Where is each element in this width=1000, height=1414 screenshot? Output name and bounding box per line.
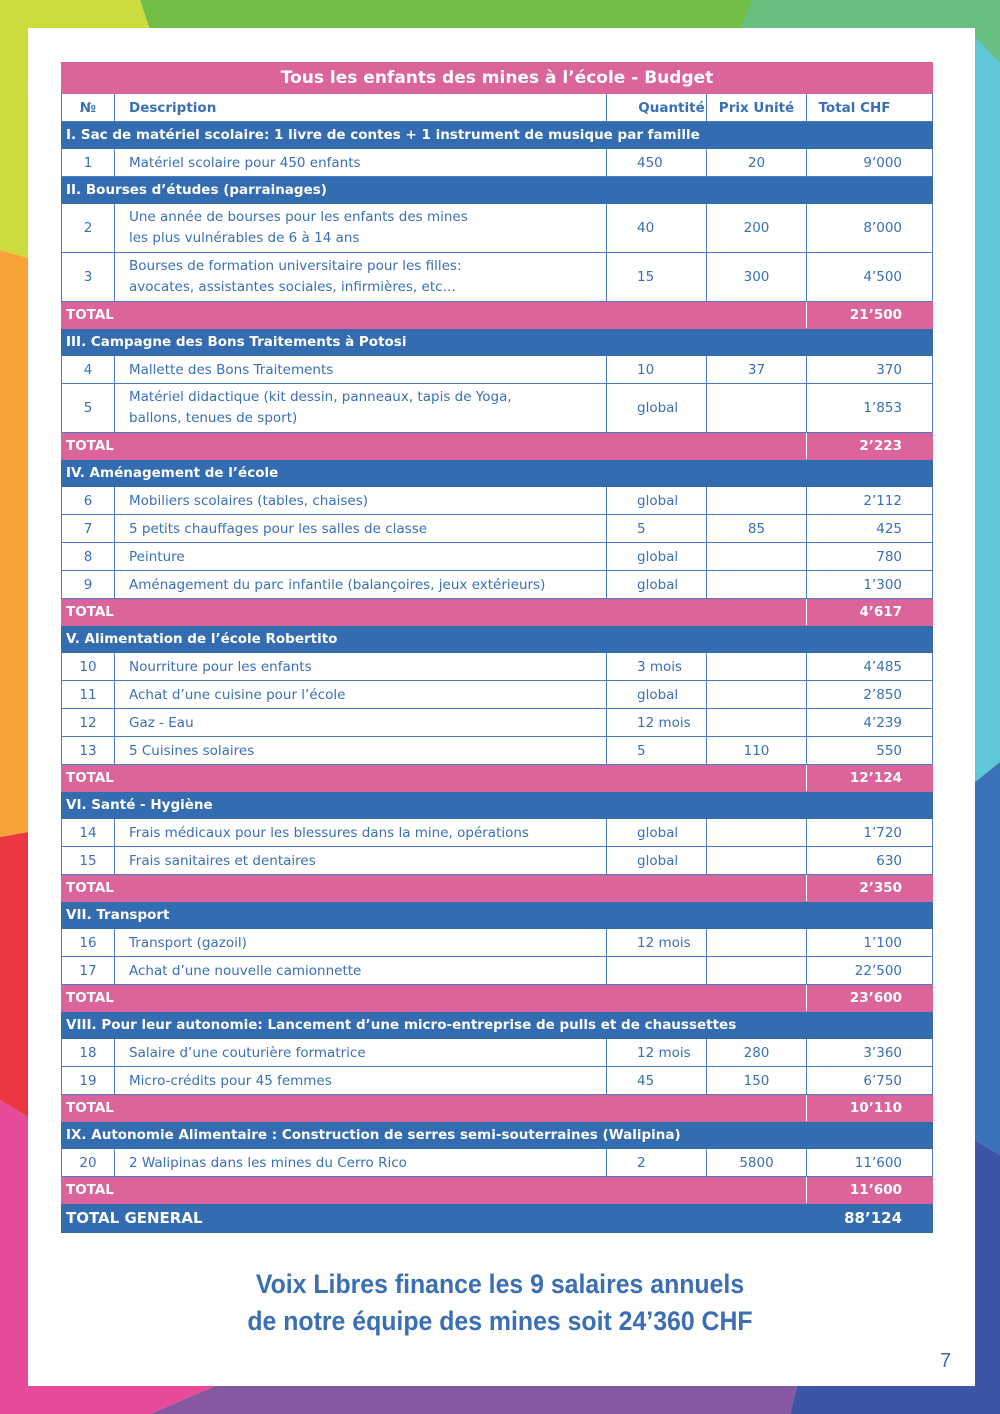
item-description-line: Peinture (129, 548, 185, 565)
item-unit-price (707, 847, 807, 875)
border-orange (0, 250, 28, 837)
column-header-row (62, 94, 933, 122)
section-total-label: TOTAL (62, 1095, 807, 1122)
table-row (62, 356, 933, 384)
section-heading: III. Campagne des Bons Traitements à Potosi (62, 329, 933, 356)
grand-total-label: TOTAL GENERAL (62, 1204, 807, 1233)
item-quantity: global (607, 571, 707, 599)
item-description (115, 1039, 607, 1067)
item-description (115, 149, 607, 177)
section-header-row (62, 1122, 933, 1149)
item-description (115, 487, 607, 515)
section-total-value: 12’124 (807, 765, 933, 792)
item-number: 20 (62, 1149, 115, 1177)
item-description (115, 709, 607, 737)
table-row (62, 681, 933, 709)
footer-note (0, 1266, 1000, 1340)
table-row (62, 653, 933, 681)
item-quantity: 40 (607, 204, 707, 253)
item-number: 11 (62, 681, 115, 709)
section-total-value: 21’500 (807, 302, 933, 329)
item-number: 18 (62, 1039, 115, 1067)
item-unit-price (707, 653, 807, 681)
section-total-row (62, 985, 933, 1012)
item-number: 19 (62, 1067, 115, 1095)
table-row (62, 819, 933, 847)
item-description (115, 543, 607, 571)
item-unit-price (707, 957, 807, 985)
table-row (62, 929, 933, 957)
item-total: 1’720 (807, 819, 933, 847)
section-total-row (62, 765, 933, 792)
section-header-row (62, 626, 933, 653)
section-total-label: TOTAL (62, 302, 807, 329)
section-total-value: 11’600 (807, 1177, 933, 1204)
section-heading: II. Bourses d’études (parrainages) (62, 177, 933, 204)
section-header-row (62, 902, 933, 929)
table-row (62, 1039, 933, 1067)
table-row (62, 847, 933, 875)
item-quantity: global (607, 681, 707, 709)
grand-total-row (62, 1204, 933, 1233)
section-heading: V. Alimentation de l’école Robertito (62, 626, 933, 653)
item-total: 1’300 (807, 571, 933, 599)
item-total: 11’600 (807, 1149, 933, 1177)
item-quantity: 45 (607, 1067, 707, 1095)
item-total: 780 (807, 543, 933, 571)
section-total-label: TOTAL (62, 875, 807, 902)
table-row (62, 253, 933, 302)
section-total-row (62, 875, 933, 902)
item-number: 13 (62, 737, 115, 765)
item-description-line: Achat d’une cuisine pour l’école (129, 686, 346, 703)
item-quantity: 450 (607, 149, 707, 177)
item-total: 1’100 (807, 929, 933, 957)
item-description-line: ballons, tenues de sport) (129, 410, 298, 426)
column-header-unit-price: Prix Unité (707, 94, 807, 122)
item-description (115, 653, 607, 681)
table-row (62, 1149, 933, 1177)
section-total-row (62, 599, 933, 626)
item-description-line: Bourses de formation universitaire pour les filles: (129, 258, 462, 274)
section-total-value: 10’110 (807, 1095, 933, 1122)
item-total: 3’360 (807, 1039, 933, 1067)
item-unit-price (707, 929, 807, 957)
table-row (62, 709, 933, 737)
item-number: 5 (62, 384, 115, 433)
item-description-line: Transport (gazoil) (129, 934, 247, 951)
section-total-value: 4’617 (807, 599, 933, 626)
table-title: Tous les enfants des mines à l’école - Budget (62, 63, 933, 94)
section-heading: VI. Santé - Hygiène (62, 792, 933, 819)
section-header-row (62, 460, 933, 487)
item-unit-price (707, 543, 807, 571)
item-description-line: Aménagement du parc infantile (balançoires, jeux extérieurs) (129, 576, 546, 593)
item-description-line: Une année de bourses pour les enfants des mines (129, 209, 468, 225)
item-description-line: Micro-crédits pour 45 femmes (129, 1072, 332, 1089)
footer-note-line-2: de notre équipe des mines soit 24’360 CHF (247, 1306, 753, 1336)
item-unit-price: 5800 (707, 1149, 807, 1177)
table-row (62, 571, 933, 599)
item-total: 1’853 (807, 384, 933, 433)
item-description (115, 737, 607, 765)
section-heading: VII. Transport (62, 902, 933, 929)
item-description (115, 356, 607, 384)
section-heading: IX. Autonomie Alimentaire : Construction de serres semi-souterraines (Walipina) (62, 1122, 933, 1149)
item-quantity: global (607, 543, 707, 571)
item-description (115, 384, 607, 433)
section-total-value: 2’223 (807, 433, 933, 460)
item-description-line: Salaire d’une couturière formatrice (129, 1044, 366, 1061)
table-row (62, 1067, 933, 1095)
item-total: 4’239 (807, 709, 933, 737)
item-description (115, 253, 607, 302)
item-description (115, 847, 607, 875)
item-description-line: Nourriture pour les enfants (129, 658, 312, 675)
column-header-description: Description (115, 94, 607, 122)
section-total-row (62, 1177, 933, 1204)
item-quantity: global (607, 819, 707, 847)
table-row (62, 384, 933, 433)
item-unit-price: 37 (707, 356, 807, 384)
table-row (62, 543, 933, 571)
item-unit-price (707, 384, 807, 433)
item-description (115, 571, 607, 599)
page-number: 7 (940, 1350, 952, 1372)
item-unit-price: 280 (707, 1039, 807, 1067)
border-red (0, 832, 28, 1117)
item-total: 550 (807, 737, 933, 765)
item-description (115, 204, 607, 253)
section-total-label: TOTAL (62, 1177, 807, 1204)
table-row (62, 957, 933, 985)
item-total: 8’000 (807, 204, 933, 253)
border-purple (150, 1386, 797, 1414)
section-total-row (62, 433, 933, 460)
section-header-row (62, 1012, 933, 1039)
item-description-line: Frais sanitaires et dentaires (129, 852, 316, 869)
column-header-no: № (62, 94, 115, 122)
table-row (62, 487, 933, 515)
item-description-line: 5 Cuisines solaires (129, 742, 255, 759)
item-number: 1 (62, 149, 115, 177)
item-description-line: Matériel scolaire pour 450 enfants (129, 154, 361, 171)
item-quantity: 5 (607, 515, 707, 543)
table-row (62, 515, 933, 543)
item-total: 425 (807, 515, 933, 543)
item-number: 7 (62, 515, 115, 543)
item-unit-price: 20 (707, 149, 807, 177)
column-header-quantity: Quantité (607, 94, 707, 122)
item-description (115, 957, 607, 985)
item-unit-price: 110 (707, 737, 807, 765)
item-description-line: Mobiliers scolaires (tables, chaises) (129, 492, 368, 509)
item-number: 15 (62, 847, 115, 875)
section-total-label: TOTAL (62, 985, 807, 1012)
item-description-line: Achat d’une nouvelle camionnette (129, 962, 362, 979)
item-quantity: 12 mois (607, 929, 707, 957)
item-description (115, 681, 607, 709)
item-number: 17 (62, 957, 115, 985)
item-quantity: global (607, 487, 707, 515)
item-number: 8 (62, 543, 115, 571)
section-header-row (62, 177, 933, 204)
item-description-line: Frais médicaux pour les blessures dans la mine, opérations (129, 824, 529, 841)
section-total-label: TOTAL (62, 599, 807, 626)
item-quantity: 12 mois (607, 709, 707, 737)
table-row (62, 204, 933, 253)
border-cyan (975, 37, 1000, 782)
item-quantity: 15 (607, 253, 707, 302)
item-quantity: 10 (607, 356, 707, 384)
item-description-line: Gaz - Eau (129, 714, 194, 731)
item-unit-price: 85 (707, 515, 807, 543)
item-description-line: Mallette des Bons Traitements (129, 361, 334, 378)
item-description-line: 5 petits chauffages pour les salles de classe (129, 520, 428, 537)
item-quantity: global (607, 847, 707, 875)
item-description (115, 515, 607, 543)
section-header-row (62, 792, 933, 819)
item-number: 12 (62, 709, 115, 737)
item-unit-price: 150 (707, 1067, 807, 1095)
item-total: 6’750 (807, 1067, 933, 1095)
section-header-row (62, 329, 933, 356)
item-unit-price (707, 681, 807, 709)
table-row (62, 149, 933, 177)
item-quantity (607, 957, 707, 985)
item-description-line: Matériel didactique (kit dessin, panneaux, tapis de Yoga, (129, 389, 512, 405)
item-quantity: 12 mois (607, 1039, 707, 1067)
column-header-total: Total CHF (807, 94, 933, 122)
section-heading: VIII. Pour leur autonomie: Lancement d’une micro-entreprise de pulls et de chaussettes (62, 1012, 933, 1039)
item-quantity: global (607, 384, 707, 433)
item-number: 14 (62, 819, 115, 847)
section-total-label: TOTAL (62, 433, 807, 460)
footer-note-line-1: Voix Libres finance les 9 salaires annuels (255, 1269, 745, 1299)
item-total: 2’850 (807, 681, 933, 709)
item-total: 4’485 (807, 653, 933, 681)
item-number: 16 (62, 929, 115, 957)
item-quantity: 2 (607, 1149, 707, 1177)
budget-table (61, 62, 933, 1233)
table-row (62, 737, 933, 765)
item-unit-price (707, 487, 807, 515)
item-unit-price (707, 819, 807, 847)
item-description-line: 2 Walipinas dans les mines du Cerro Rico (129, 1154, 407, 1171)
item-total: 2’112 (807, 487, 933, 515)
item-number: 3 (62, 253, 115, 302)
item-number: 2 (62, 204, 115, 253)
item-total: 22’500 (807, 957, 933, 985)
grand-total-value: 88’124 (807, 1204, 933, 1233)
item-unit-price (707, 571, 807, 599)
item-description (115, 819, 607, 847)
item-unit-price: 300 (707, 253, 807, 302)
item-unit-price (707, 709, 807, 737)
item-number: 10 (62, 653, 115, 681)
item-description (115, 1149, 607, 1177)
item-description (115, 929, 607, 957)
section-heading: I. Sac de matériel scolaire: 1 livre de contes + 1 instrument de musique par famille (62, 122, 933, 149)
item-total: 4’500 (807, 253, 933, 302)
item-number: 4 (62, 356, 115, 384)
section-heading: IV. Aménagement de l’école (62, 460, 933, 487)
section-header-row (62, 122, 933, 149)
item-quantity: 3 mois (607, 653, 707, 681)
item-quantity: 5 (607, 737, 707, 765)
item-description-line: les plus vulnérables de 6 à 14 ans (129, 230, 360, 246)
item-description-line: avocates, assistantes sociales, infirmières, etc… (129, 279, 457, 295)
border-blue (975, 762, 1000, 1155)
section-total-value: 23’600 (807, 985, 933, 1012)
item-total: 370 (807, 356, 933, 384)
item-number: 9 (62, 571, 115, 599)
item-total: 9’000 (807, 149, 933, 177)
section-total-row (62, 302, 933, 329)
item-total: 630 (807, 847, 933, 875)
section-total-row (62, 1095, 933, 1122)
item-number: 6 (62, 487, 115, 515)
table-title-row (62, 63, 933, 94)
item-unit-price: 200 (707, 204, 807, 253)
section-total-label: TOTAL (62, 765, 807, 792)
section-total-value: 2’350 (807, 875, 933, 902)
item-description (115, 1067, 607, 1095)
